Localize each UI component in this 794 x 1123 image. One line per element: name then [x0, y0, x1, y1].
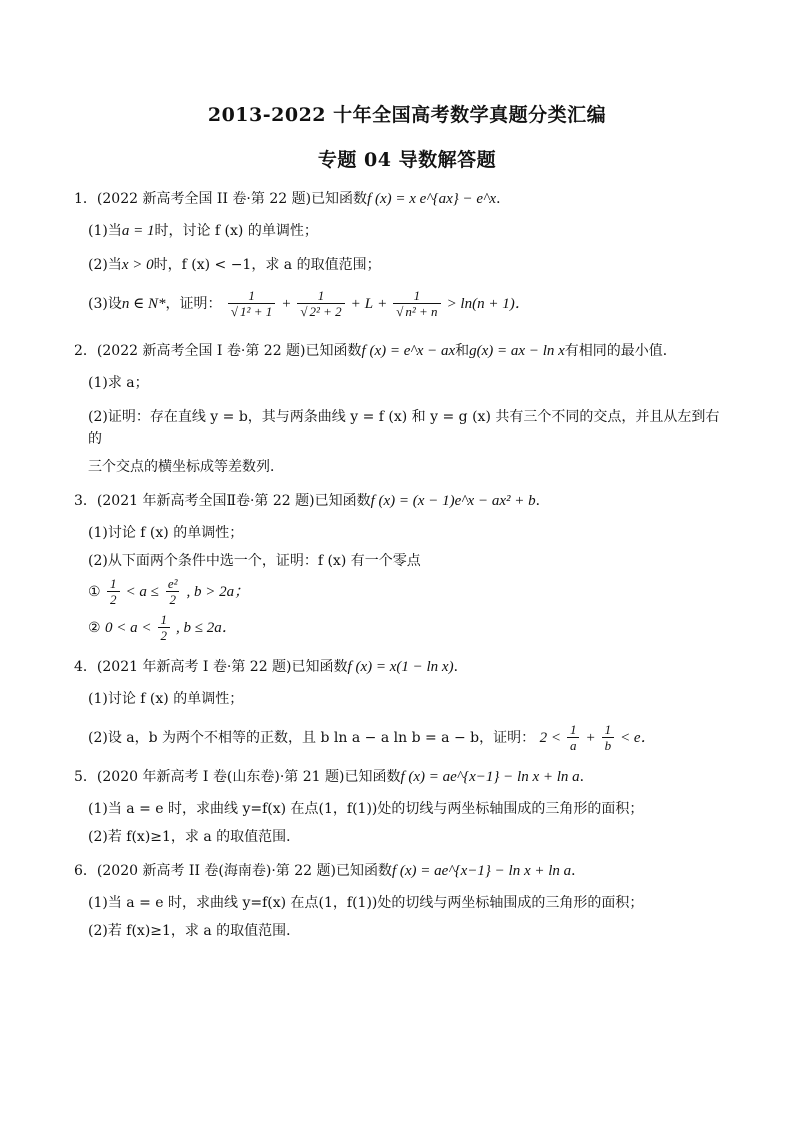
stem-text: 已知函数 — [344, 769, 401, 785]
part-label: (2) — [88, 829, 108, 845]
part-label: (1) — [88, 525, 108, 541]
part-label: (2) — [88, 409, 108, 425]
part-1 — [88, 220, 726, 242]
problem-source: (2021 年新高考全国Ⅱ卷·第 22 题) — [96, 493, 315, 509]
part-text: 当 a = e 时，求曲线 y=f(x) 在点(1，f(1))处的切线与两坐标轴围成的三角形的面积； — [107, 895, 644, 911]
part-text: 三个交点的横坐标成等差数列． — [88, 459, 284, 475]
part-label: (3) — [88, 296, 108, 312]
part-text: 讨论 f (x) 的单调性； — [107, 691, 244, 707]
problem-stem — [74, 766, 726, 788]
stem-mid: 和 — [455, 343, 470, 359]
problem-source: (2020 新高考 II 卷(海南卷)·第 22 题) — [96, 863, 336, 879]
problem-6 — [74, 860, 726, 942]
part-label: (2) — [88, 257, 108, 273]
series-tail: > ln(n + 1)． — [446, 296, 530, 312]
problem-1 — [74, 188, 726, 328]
inequality-head: 2 < — [539, 730, 561, 746]
part-text: 讨论 f (x) 的单调性； — [107, 525, 244, 541]
part-label: ① — [88, 584, 101, 600]
part-text: 若 f(x)≥1，求 a 的取值范围． — [107, 923, 301, 939]
part-label: (1) — [88, 691, 108, 707]
problem-number: 6． — [74, 863, 97, 879]
fraction-numerator: 1 — [317, 288, 325, 303]
series-inequality: $\frac{1}{\text{√ 1² + 1}}$ + $\frac{1}{\text{√ 2² + 2}}$ + L + $\frac{1}{\text{√ n² + n}}$ > ln(n + 1)． — [226, 288, 530, 320]
part-2 — [88, 254, 726, 276]
part-text: 当 a = e 时，求曲线 y=f(x) 在点(1，f(1))处的切线与两坐标轴围成的三角形的面积； — [107, 801, 644, 817]
stem-end: ． — [453, 659, 468, 675]
part-1 — [88, 892, 726, 914]
stem-end: ． — [496, 191, 511, 207]
part-text-post: 时，讨论 f (x) 的单调性； — [154, 223, 318, 239]
inequality-tail: < e． — [620, 730, 656, 746]
part-text-pre: 当 — [107, 257, 122, 273]
function-formula: f (x) = ae^{x−1} − ln x + ln a — [400, 769, 580, 785]
sqrt-icon: √ — [300, 304, 308, 319]
part-math: x > 0 — [121, 257, 154, 273]
part-text: 求 a； — [107, 375, 149, 391]
problem-stem — [74, 656, 726, 678]
part-math: a = 1 — [121, 223, 155, 239]
ellipsis: L — [364, 296, 374, 312]
part-label: (1) — [88, 223, 108, 239]
function-formula: f (x) = x e^{ax} − e^x — [367, 191, 497, 207]
problem-number: 4． — [74, 659, 97, 675]
part-label: (2) — [88, 730, 108, 746]
page-title: 2013-2022 十年全国高考数学真题分类汇编 — [207, 104, 607, 126]
part-2 — [88, 550, 726, 572]
problem-2 — [74, 340, 726, 478]
fraction — [107, 576, 120, 608]
fraction-denominator: 2² + 2 — [309, 304, 342, 319]
problem-stem — [74, 340, 726, 362]
part-text: 从下面两个条件中选一个，证明：f (x) 有一个零点 — [107, 553, 421, 569]
fraction-denominator: b — [602, 737, 615, 754]
problem-number: 2． — [74, 343, 97, 359]
sqrt-icon: √ — [230, 304, 239, 319]
function-formula: f (x) = e^x − ax — [361, 343, 456, 359]
fraction — [567, 722, 580, 754]
fraction-denominator: 2 — [166, 591, 179, 608]
condition-1 — [88, 576, 726, 608]
part-2 — [88, 722, 726, 754]
stem-text: 已知函数 — [314, 493, 371, 509]
fraction-denominator: 2 — [158, 627, 171, 644]
condition-2 — [88, 612, 726, 644]
problem-source: (2022 新高考全国 II 卷·第 22 题) — [96, 191, 312, 207]
function-formula: f (x) = x(1 − ln x) — [347, 659, 454, 675]
condition-mid: < a ≤ — [125, 584, 159, 600]
part-text-pre: 设 — [107, 296, 122, 312]
stem-text: 已知函数 — [305, 343, 362, 359]
fraction-denominator: 1² + 1 — [240, 304, 273, 319]
fraction-denominator: a — [567, 737, 580, 754]
part-text-post: 时，f (x) < −1，求 a 的取值范围； — [153, 257, 381, 273]
fraction-numerator: 1 — [413, 288, 421, 303]
condition-2-math — [105, 612, 237, 644]
function-formula: f (x) = (x − 1)e^x − ax² + b — [370, 493, 536, 509]
fraction-numerator: 1 — [248, 288, 255, 303]
problem-source: (2022 新高考全国 I 卷·第 22 题) — [96, 343, 306, 359]
fraction-numerator: 1 — [604, 722, 612, 737]
part-text: 若 f(x)≥1，求 a 的取值范围． — [107, 829, 301, 845]
problem-source: (2020 年新高考 I 卷(山东卷)·第 21 题) — [96, 769, 345, 785]
stem-text: 已知函数 — [335, 863, 392, 879]
part-label: (1) — [88, 801, 108, 817]
part-1 — [88, 688, 726, 710]
part-label: ② — [88, 620, 101, 636]
fraction-numerator: 1 — [160, 612, 168, 627]
part-1 — [88, 372, 726, 394]
fraction-denominator: 2 — [107, 591, 120, 608]
fraction-numerator: 1 — [569, 722, 577, 737]
part-text: 证明：存在直线 y = b，其与两条曲线 y = f (x) 和 y = g (x) 共有三个不同的交点，并且从左到右的 — [88, 409, 720, 447]
fraction-numerator: e² — [167, 576, 178, 591]
inequality — [540, 722, 656, 754]
part-3 — [88, 288, 726, 328]
part-label: (1) — [88, 895, 108, 911]
fraction-term-1 — [228, 288, 275, 320]
problem-source: (2021 年新高考 I 卷·第 22 题) — [96, 659, 292, 675]
part-2 — [88, 920, 726, 942]
part-label: (2) — [88, 923, 108, 939]
part-label: (2) — [88, 553, 108, 569]
function-formula: f (x) = ae^{x−1} − ln x + ln a — [391, 863, 572, 879]
function-formula-2: g(x) = ax − ln x — [469, 343, 565, 359]
fraction-term-2 — [297, 288, 344, 320]
stem-end: ． — [571, 863, 586, 879]
condition-1-math — [105, 576, 249, 608]
condition-tail: , b ≤ 2a． — [176, 620, 237, 636]
condition-head: 0 < a < — [105, 620, 152, 636]
problem-stem — [74, 188, 726, 210]
page-subtitle: 专题 04 导数解答题 — [317, 149, 497, 171]
part-text-pre: 设 a，b 为两个不相等的正数，且 b ln a − a ln b = a − b，证明： — [107, 730, 536, 746]
part-2 — [88, 826, 726, 848]
part-label: (1) — [88, 375, 108, 391]
part-2-continued — [88, 456, 726, 478]
fraction-numerator: 1 — [110, 576, 117, 591]
problem-stem — [74, 860, 726, 882]
part-math: n ∈ N* — [121, 296, 166, 312]
problem-number: 5． — [74, 769, 97, 785]
problem-4 — [74, 656, 726, 754]
fraction-denominator: n² + n — [405, 304, 438, 319]
part-1 — [88, 522, 726, 544]
part-1 — [88, 798, 726, 820]
fraction — [158, 612, 171, 644]
fraction-term-n — [393, 288, 440, 320]
part-2 — [88, 406, 726, 450]
sqrt-icon: √ — [396, 304, 404, 319]
stem-end: ． — [535, 493, 550, 509]
problem-stem — [74, 490, 726, 512]
problem-3 — [74, 490, 726, 644]
problem-5 — [74, 766, 726, 848]
stem-text: 已知函数 — [291, 659, 348, 675]
plus-sign: + — [585, 730, 596, 746]
stem-end: ． — [579, 769, 594, 785]
condition-tail: , b > 2a； — [186, 584, 250, 600]
part-text-post: ，证明： — [165, 296, 222, 312]
stem-text: 已知函数 — [311, 191, 368, 207]
stem-end: 有相同的最小值． — [564, 343, 677, 359]
fraction — [165, 576, 181, 608]
problem-number: 1． — [74, 191, 97, 207]
fraction — [602, 722, 615, 754]
problem-number: 3． — [74, 493, 97, 509]
part-text-pre: 当 — [107, 223, 122, 239]
